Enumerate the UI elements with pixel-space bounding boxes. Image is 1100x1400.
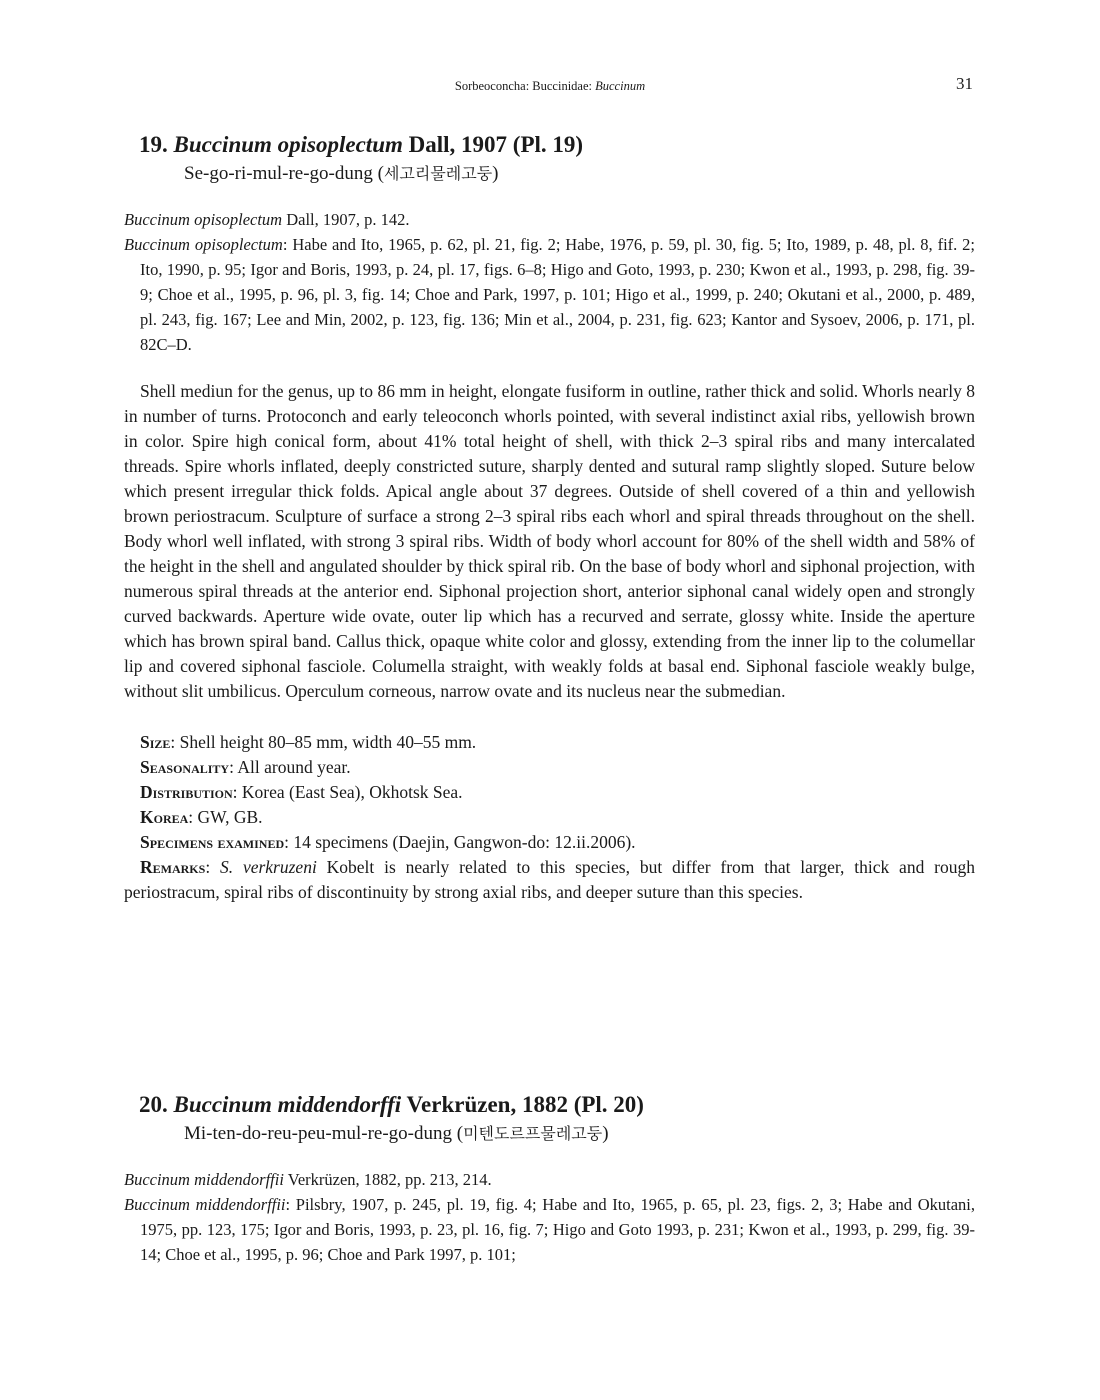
seasonality-field <box>124 755 975 780</box>
species-20-korean-name <box>139 1121 975 1147</box>
synonymy-name: Buccinum middendorffii <box>124 1195 286 1214</box>
size-field <box>124 730 975 755</box>
korea-label: Korea <box>140 807 189 827</box>
species-19-section <box>124 131 975 905</box>
synonymy-text: : Pilsbry, 1907, p. 245, pl. 19, fig. 4; Habe and Ito, 1965, p. 65, pl. 23, figs. 2, 3; Habe and Okutani, 1975, pp. 123, 175; Igor and Boris, 1993, p. 23, pl. 16, fig. 7; Higo and Goto 1993, p. 231; Kwon et al., 1993, p. 299, fig. 39-14; Choe et al., 1995, p. 96; Choe and Park 1997, p. 101; <box>140 1195 975 1264</box>
specimens-field <box>124 830 975 855</box>
remarks-species-name: S. verkruzeni <box>220 857 317 877</box>
synonymy-name: Buccinum opisoplectum <box>124 235 283 254</box>
species-19-korean-roman: Se-go-ri-mul-re-go-dung ( <box>184 163 384 184</box>
species-20-korean-hangul: 미텐도르프물레고둥 <box>463 1124 603 1143</box>
species-19-title <box>139 131 975 159</box>
species-20-number: 20. <box>139 1092 168 1117</box>
species-19-fields <box>124 730 975 905</box>
running-head-genus: Buccinum <box>595 79 646 93</box>
seasonality-label: Seasonality <box>140 757 230 777</box>
korea-field <box>124 805 975 830</box>
remarks-label: Remarks <box>140 857 206 877</box>
running-head <box>0 78 1100 94</box>
species-20-section <box>124 1091 975 1267</box>
distribution-label: Distribution <box>140 782 233 802</box>
specimens-label: Specimens examined <box>140 832 285 852</box>
specimens-value: : 14 specimens (Daejin, Gangwon-do: 12.ii.2006). <box>284 832 636 852</box>
korea-value: : GW, GB. <box>188 807 263 827</box>
species-20-korean-close: ) <box>602 1123 609 1144</box>
size-label: Size <box>140 732 171 752</box>
distribution-field <box>124 780 975 805</box>
species-19-synonymy <box>124 207 975 357</box>
synonymy-name: Buccinum opisoplectum <box>124 210 283 229</box>
species-19-description: Shell mediun for the genus, up to 86 mm in height, elongate fusiform in outline, rather thick and solid. Whorls nearly 8 in number of turns. Protoconch and early teleoconch whorls pointed, with several indistinct axial ribs, yellowish brown in color. Spire high conical form, about 41% total height of shell, with thick 2–3 spiral ribs and many intercalated threads. Spire whorls inflated, deeply constricted suture, sharply dented and sutural ramp slightly sloped. Suture below which present irregular thick folds. Apical angle about 37 degrees. Outside of shell covered of a thin and yellowish brown periostracum. Sculpture of surface a strong 2–3 spiral ribs each whorl and spiral threads throughout on the shell. Body whorl well inflated, with strong 3 spiral ribs. Width of body whorl account for 80% of the shell width and 58% of the height in the shell and angulated shoulder by thick spiral rib. On the base of body whorl and siphonal projection, with numerous spiral threads at the anterior end. Siphonal projection short, anterior siphonal canal widely open and strongly curved backwards. Aperture wide ovate, outer lip which has a recurved and serrate, glossy white. Inside the aperture which has brown spiral band. Callus thick, opaque white color and glossy, extending from the inner lip to the columellar lip and covered siphonal fasciole. Columella straight, with weakly folds at basal end. Siphonal fasciole weakly bulge, without slit umbilicus. Operculum corneous, narrow ovate and its nucleus near the submedian. <box>124 381 975 701</box>
species-19-korean-name <box>139 161 975 187</box>
seasonality-value: : All around year. <box>229 757 351 777</box>
species-20-author: Verkrüzen, 1882 (Pl. 20) <box>401 1092 644 1117</box>
synonymy-entry <box>124 232 975 357</box>
species-19-number: 19. <box>139 132 168 157</box>
synonymy-entry <box>124 1192 975 1267</box>
remarks-field <box>124 855 975 905</box>
species-20-scientific-name: Buccinum middendorffi <box>173 1092 402 1117</box>
synonymy-text: Verkrüzen, 1882, pp. 213, 214. <box>283 1170 492 1189</box>
species-19-korean-close: ) <box>492 163 499 184</box>
species-19-author: Dall, 1907 (Pl. 19) <box>402 132 584 157</box>
synonymy-entry <box>124 1167 975 1192</box>
species-20-title <box>139 1091 975 1119</box>
synonymy-name: Buccinum middendorffii <box>124 1170 284 1189</box>
species-20-synonymy <box>124 1167 975 1267</box>
remarks-separator: : <box>205 857 220 877</box>
species-19-heading <box>124 131 975 187</box>
remarks-value: Kobelt is nearly related to this species, but differ from that larger, thick and rough periostracum, spiral ribs of discontinuity by strong axial ribs, and deeper suture than this species. <box>124 857 975 902</box>
page-number: 31 <box>956 74 973 93</box>
species-20-heading <box>124 1091 975 1147</box>
synonymy-entry <box>124 207 975 232</box>
species-19-scientific-name: Buccinum opisoplectum <box>173 132 403 157</box>
running-head-text: Sorbeoconcha: Buccinidae: <box>454 79 596 93</box>
species-19-korean-hangul: 세고리물레고둥 <box>383 164 493 183</box>
synonymy-text: : Habe and Ito, 1965, p. 62, pl. 21, fig. 2; Habe, 1976, p. 59, pl. 30, fig. 5; Ito, 1989, p. 48, pl. 8, fif. 2; Ito, 1990, p. 95; Igor and Boris, 1993, p. 24, pl. 17, figs. 6–8; Higo and Goto, 1993, p. 230; Kwon et al., 1993, p. 298, fig. 39-9; Choe et al., 1995, p. 96, pl. 3, fig. 14; Choe and Park, 1997, p. 101; Higo et al., 1999, p. 240; Okutani et al., 2000, p. 489, pl. 243, fig. 167; Lee and Min, 2002, p. 123, fig. 136; Min et al., 2004, p. 231, fig. 623; Kantor and Sysoev, 2006, p. 171, pl. 82C–D. <box>140 235 975 354</box>
synonymy-text: Dall, 1907, p. 142. <box>282 210 410 229</box>
distribution-value: : Korea (East Sea), Okhotsk Sea. <box>232 782 463 802</box>
species-20-korean-roman: Mi-ten-do-reu-peu-mul-re-go-dung ( <box>184 1123 464 1144</box>
size-value: : Shell height 80–85 mm, width 40–55 mm. <box>170 732 477 752</box>
